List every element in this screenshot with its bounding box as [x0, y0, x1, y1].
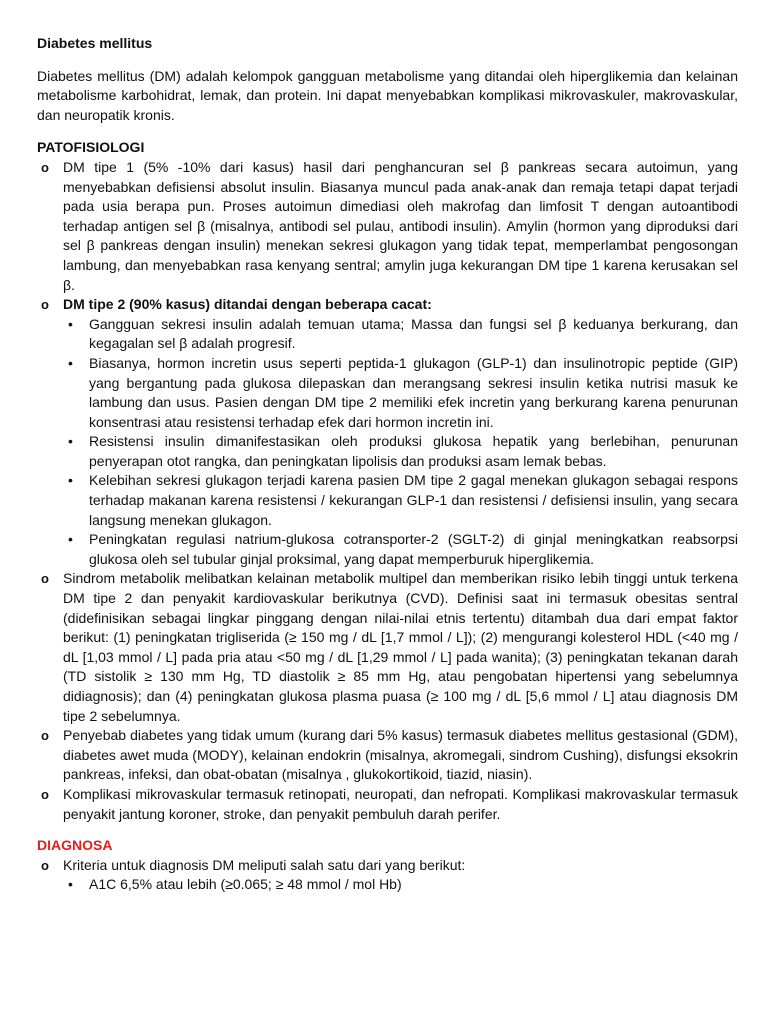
list-item-penyebab-diabetes: [37, 726, 738, 785]
patofisiologi-list: [37, 158, 738, 824]
list-item-text: Komplikasi mikrovaskular termasuk retinopati, neuropati, dan nefropati. Komplikasi makrovaskular termasuk penyakit jantung koroner, stroke, dan penyakit pembuluh darah perifer.: [63, 785, 738, 822]
list-item-text: Kriteria untuk diagnosis DM meliputi salah satu dari yang berikut:: [63, 856, 466, 873]
hollow-bullet-icon: o: [41, 857, 49, 873]
dot-bullet-icon: •: [68, 472, 73, 489]
hollow-bullet-icon: o: [41, 786, 49, 802]
dot-bullet-icon: •: [68, 315, 73, 332]
hollow-bullet-icon: o: [41, 297, 49, 313]
hollow-bullet-icon: o: [41, 159, 49, 175]
list-item-text: DM tipe 2 (90% kasus) ditandai dengan beberapa cacat:: [63, 296, 432, 313]
section-heading-patofisiologi: PATOFISIOLOGI: [37, 139, 145, 156]
list-item-dm-tipe-2: [37, 295, 738, 569]
sub-list-item: [63, 354, 738, 432]
sub-list-item-text: Kelebihan sekresi glukagon terjadi karena pasien DM tipe 2 gagal menekan glukagon sebagai respons terhadap makanan karena resistensi / kekurangan GLP-1 dan resistensi / defisiensi insulin, yang secara langsung menekan glukagon.: [89, 472, 738, 528]
intro-paragraph: Diabetes mellitus (DM) adalah kelompok gangguan metabolisme yang ditandai oleh hiperglikemia dan kelainan metabolisme karbohidrat, lemak, dan protein. Ini dapat menyebabkan komplikasi mikrovaskuler, makrovaskular, dan neuropatik kronis.: [37, 67, 738, 123]
sub-list-item: [63, 530, 738, 569]
hollow-bullet-icon: o: [41, 728, 49, 744]
dm-tipe-2-defects-list: [63, 315, 738, 570]
list-item-sindrom-metabolik: [37, 569, 738, 726]
list-item-text: Penyebab diabetes yang tidak umum (kurang dari 5% kasus) termasuk diabetes mellitus gestasional (GDM), diabetes awet muda (MODY), kelainan endokrin (misalnya, akromegali, sindrom Cushing), disfungsi eksokrin pankreas, infeksi, dan obat-obatan (misalnya , glukokortikoid, tiazid, niasin).: [63, 727, 738, 783]
sub-list-item-text: Peningkatan regulasi natrium-glukosa cotransporter-2 (SGLT-2) di ginjal meningkatkan reabsorpsi glukosa oleh sel tubular ginjal proksimal, yang dapat memperburuk hiperglikemia.: [89, 531, 738, 567]
dot-bullet-icon: •: [68, 354, 73, 371]
list-item-komplikasi: [37, 785, 738, 824]
list-item-text: Sindrom metabolik melibatkan kelainan metabolik multipel dan memberikan risiko lebih tinggi untuk terkena DM tipe 2 dan penyakit kardiovaskular berikutnya (CVD). Definisi saat ini termasuk obesitas sentral (didefinisikan sebagai lingkar pinggang dengan nilai-nilai etnis tertentu) ditambah dua dari empat faktor berikut: (1) peningkatan trigliserida (≥ 150 mg / dL [1,7 mmol / L]); (2) mengurangi kolesterol HDL (<40 mg / dL [1,03 mmol / L] pada pria atau <50 mg / dL [1,29 mmol / L] pada wanita); (3) peningkatan tekanan darah (TD sistolik ≥ 130 mm Hg, TD diastolik ≥ 85 mm Hg, atau pengobatan hipertensi yang sebelumnya didiagnosis); dan (4) peningkatan glukosa plasma puasa (≥ 100 mg / dL [5,6 mmol / L] atau diagnosis DM tipe 2 sebelumnya.: [63, 570, 738, 724]
list-item-text: DM tipe 1 (5% -10% dari kasus) hasil dari penghancuran sel β pankreas secara autoimun, yang menyebabkan defisiensi absolut insulin. Biasanya muncul pada anak-anak dan remaja tetapi dapat terjadi pada usia berapa pun. Proses autoimun dimediasi oleh makrofag dan limfosit T dengan autoantibodi terhadap antigen sel β (misalnya, antibodi sel pulau, antibodi insulin). Amylin (hormon yang diproduksi dari sel β pankreas dengan insulin) menekan sekresi glukagon yang tidak tepat, memperlambat pengosongan lambung, dan menyebabkan rasa kenyang sentral; amylin juga kekurangan DM tipe 1 karena kerusakan sel β.: [63, 158, 738, 293]
list-item-kriteria: [37, 856, 738, 895]
section-heading-diagnosa: DIAGNOSA: [37, 837, 113, 854]
sub-list-item-text: Biasanya, hormon incretin usus seperti peptida-1 glukagon (GLP-1) dan insulinotropic peptide (GIP) yang bergantung pada glukosa dilepaskan dan merangsang sekresi insulin ketika nutrisi masuk ke lambung dan usus. Pasien dengan DM tipe 2 memiliki efek incretin yang berkurang karena penurunan konsentrasi atau resistensi terhadap efek dari hormon incretin ini.: [89, 354, 738, 430]
hollow-bullet-icon: o: [41, 571, 49, 587]
kriteria-sub-list: [63, 875, 738, 895]
diagnosa-list: [37, 856, 738, 895]
sub-list-item-text: Resistensi insulin dimanifestasikan oleh produksi glukosa hepatik yang berlebihan, penurunan penyerapan otot rangka, dan peningkatan lipolisis dan produksi asam lemak bebas.: [89, 433, 738, 469]
dot-bullet-icon: •: [68, 876, 73, 893]
list-item-dm-tipe-1: [37, 158, 738, 295]
sub-list-item: [63, 875, 738, 895]
dot-bullet-icon: •: [68, 531, 73, 548]
sub-list-item: [63, 471, 738, 530]
sub-list-item: [63, 315, 738, 354]
dot-bullet-icon: •: [68, 433, 73, 450]
document-title: Diabetes mellitus: [37, 35, 153, 51]
sub-list-item-text: A1C 6,5% atau lebih (≥0.065; ≥ 48 mmol / mol Hb): [89, 876, 402, 893]
sub-list-item-text: Gangguan sekresi insulin adalah temuan utama; Massa dan fungsi sel β keduanya berkurang, dan kegagalan sel β adalah progresif.: [89, 315, 738, 352]
sub-list-item: [63, 432, 738, 471]
